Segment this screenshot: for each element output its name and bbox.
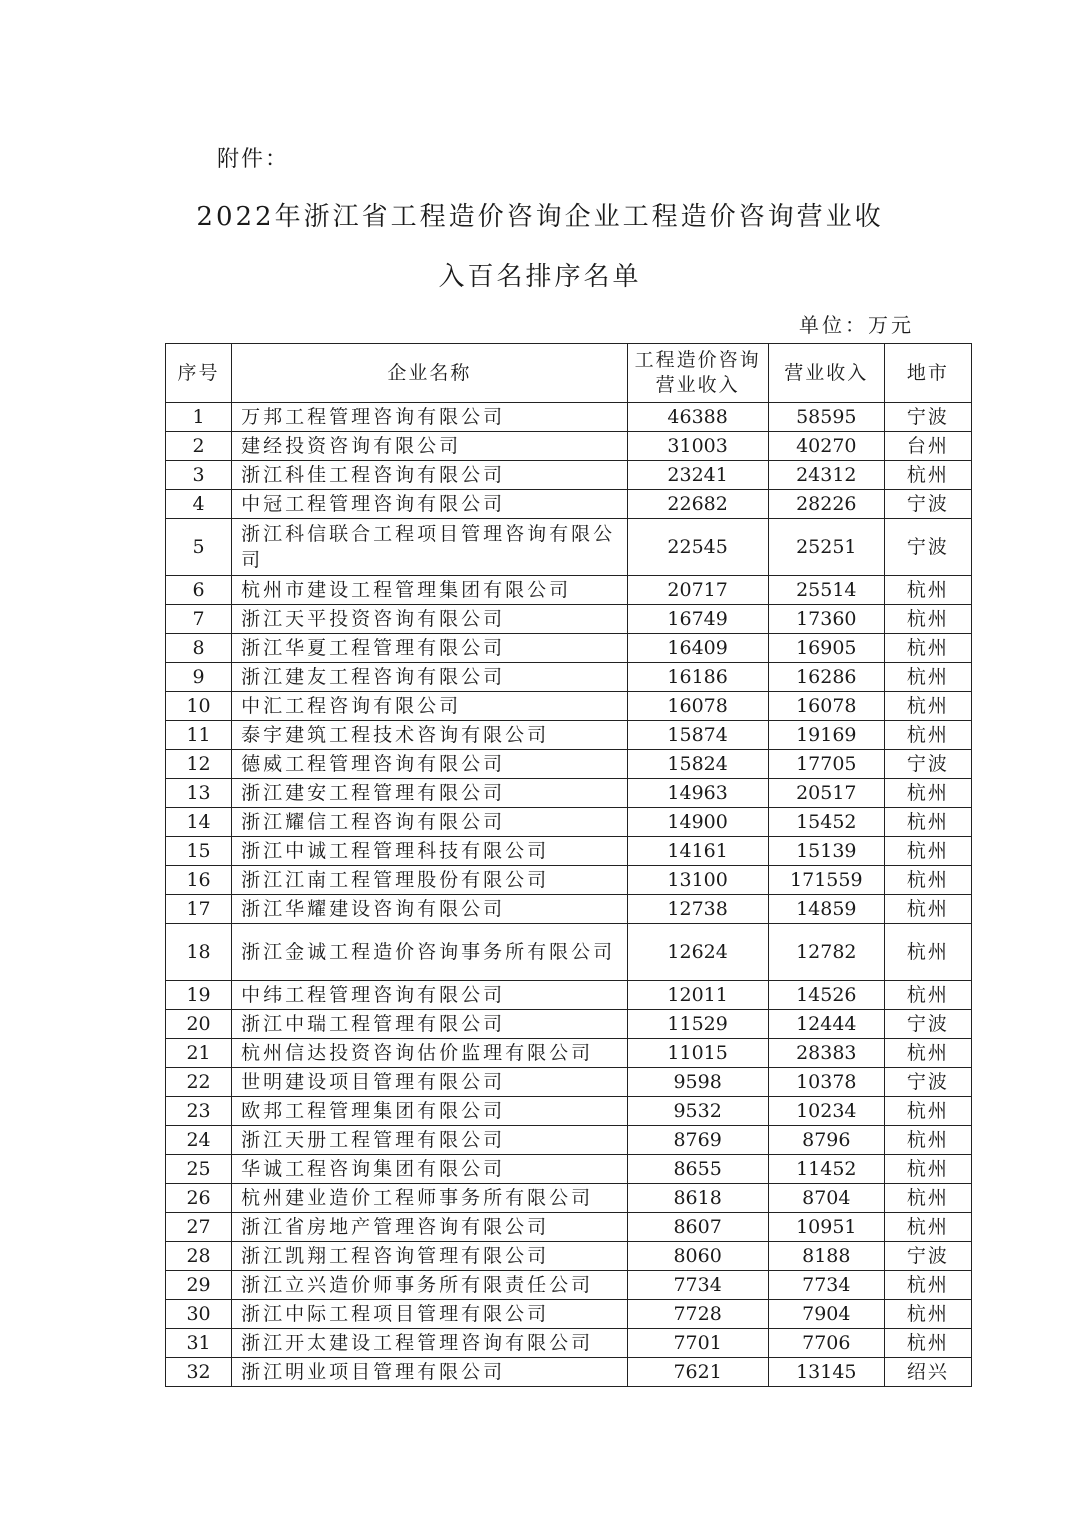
rank-cell: 17 [166, 895, 232, 924]
company-name-cell: 德威工程管理咨询有限公司 [232, 750, 627, 779]
table-body [166, 403, 972, 1387]
city-cell: 杭州 [884, 461, 971, 490]
rank-cell: 21 [166, 1039, 232, 1068]
consult-revenue-cell: 11015 [627, 1039, 768, 1068]
table-row [166, 1358, 972, 1387]
city-cell: 杭州 [884, 808, 971, 837]
rank-cell: 20 [166, 1010, 232, 1039]
consult-revenue-cell: 9532 [627, 1097, 768, 1126]
revenue-cell: 15452 [768, 808, 884, 837]
consult-revenue-cell: 23241 [627, 461, 768, 490]
consult-revenue-cell: 22682 [627, 490, 768, 519]
city-cell: 杭州 [884, 981, 971, 1010]
header-revenue: 营业收入 [768, 344, 884, 403]
company-name-cell: 浙江江南工程管理股份有限公司 [232, 866, 627, 895]
city-cell: 杭州 [884, 692, 971, 721]
rank-cell: 1 [166, 403, 232, 432]
revenue-cell: 8796 [768, 1126, 884, 1155]
city-cell: 杭州 [884, 1126, 971, 1155]
company-name-cell: 华诚工程咨询集团有限公司 [232, 1155, 627, 1184]
rank-cell: 10 [166, 692, 232, 721]
rank-cell: 24 [166, 1126, 232, 1155]
table-row [166, 981, 972, 1010]
company-name-cell: 万邦工程管理咨询有限公司 [232, 403, 627, 432]
rank-cell: 11 [166, 721, 232, 750]
company-name-cell: 中汇工程咨询有限公司 [232, 692, 627, 721]
company-name-cell: 中冠工程管理咨询有限公司 [232, 490, 627, 519]
company-name-cell: 浙江立兴造价师事务所有限责任公司 [232, 1271, 627, 1300]
table-row [166, 779, 972, 808]
company-name-cell: 杭州建业造价工程师事务所有限公司 [232, 1184, 627, 1213]
rank-cell: 3 [166, 461, 232, 490]
company-name-cell: 浙江科佳工程咨询有限公司 [232, 461, 627, 490]
revenue-cell: 40270 [768, 432, 884, 461]
consult-revenue-cell: 12624 [627, 924, 768, 981]
company-name-cell: 建经投资咨询有限公司 [232, 432, 627, 461]
revenue-cell: 7734 [768, 1271, 884, 1300]
rank-cell: 26 [166, 1184, 232, 1213]
city-cell: 杭州 [884, 605, 971, 634]
city-cell: 宁波 [884, 1068, 971, 1097]
city-cell: 杭州 [884, 721, 971, 750]
rank-cell: 9 [166, 663, 232, 692]
table-row [166, 1213, 972, 1242]
company-name-cell: 浙江天册工程管理有限公司 [232, 1126, 627, 1155]
consult-revenue-cell: 9598 [627, 1068, 768, 1097]
consult-revenue-cell: 16078 [627, 692, 768, 721]
revenue-cell: 58595 [768, 403, 884, 432]
ranking-table [165, 343, 972, 1387]
table-row [166, 1271, 972, 1300]
rank-cell: 29 [166, 1271, 232, 1300]
table-row [166, 1300, 972, 1329]
table-row [166, 808, 972, 837]
company-name-cell: 浙江明业项目管理有限公司 [232, 1358, 627, 1387]
city-cell: 杭州 [884, 866, 971, 895]
revenue-cell: 19169 [768, 721, 884, 750]
rank-cell: 7 [166, 605, 232, 634]
company-name-cell: 浙江省房地产管理咨询有限公司 [232, 1213, 627, 1242]
revenue-cell: 7706 [768, 1329, 884, 1358]
table-row [166, 1329, 972, 1358]
consult-revenue-cell: 7728 [627, 1300, 768, 1329]
consult-revenue-cell: 22545 [627, 519, 768, 576]
company-name-cell: 浙江耀信工程咨询有限公司 [232, 808, 627, 837]
table-row [166, 461, 972, 490]
revenue-cell: 12782 [768, 924, 884, 981]
table-row [166, 721, 972, 750]
rank-cell: 2 [166, 432, 232, 461]
city-cell: 杭州 [884, 1271, 971, 1300]
consult-revenue-cell: 8607 [627, 1213, 768, 1242]
city-cell: 杭州 [884, 576, 971, 605]
revenue-cell: 14859 [768, 895, 884, 924]
company-name-cell: 浙江天平投资咨询有限公司 [232, 605, 627, 634]
revenue-cell: 24312 [768, 461, 884, 490]
company-name-cell: 世明建设项目管理有限公司 [232, 1068, 627, 1097]
rank-cell: 22 [166, 1068, 232, 1097]
city-cell: 宁波 [884, 1242, 971, 1271]
consult-revenue-cell: 13100 [627, 866, 768, 895]
table-row [166, 692, 972, 721]
header-consult-revenue: 工程造价咨询营业收入 [627, 344, 768, 403]
company-name-cell: 杭州市建设工程管理集团有限公司 [232, 576, 627, 605]
rank-cell: 5 [166, 519, 232, 576]
revenue-cell: 17705 [768, 750, 884, 779]
revenue-cell: 10951 [768, 1213, 884, 1242]
rank-cell: 30 [166, 1300, 232, 1329]
city-cell: 宁波 [884, 750, 971, 779]
revenue-cell: 13145 [768, 1358, 884, 1387]
company-name-cell: 浙江科信联合工程项目管理咨询有限公司 [232, 519, 627, 576]
company-name-cell: 浙江建友工程咨询有限公司 [232, 663, 627, 692]
city-cell: 杭州 [884, 779, 971, 808]
city-cell: 杭州 [884, 1300, 971, 1329]
revenue-cell: 16905 [768, 634, 884, 663]
city-cell: 杭州 [884, 1213, 971, 1242]
header-city: 地市 [884, 344, 971, 403]
city-cell: 杭州 [884, 895, 971, 924]
city-cell: 杭州 [884, 1184, 971, 1213]
consult-revenue-cell: 12011 [627, 981, 768, 1010]
city-cell: 杭州 [884, 837, 971, 866]
city-cell: 台州 [884, 432, 971, 461]
rank-cell: 19 [166, 981, 232, 1010]
consult-revenue-cell: 7734 [627, 1271, 768, 1300]
city-cell: 杭州 [884, 1329, 971, 1358]
revenue-cell: 10378 [768, 1068, 884, 1097]
rank-cell: 16 [166, 866, 232, 895]
city-cell: 杭州 [884, 924, 971, 981]
company-name-cell: 浙江中瑞工程管理有限公司 [232, 1010, 627, 1039]
city-cell: 杭州 [884, 663, 971, 692]
revenue-cell: 16286 [768, 663, 884, 692]
consult-revenue-cell: 11529 [627, 1010, 768, 1039]
rank-cell: 32 [166, 1358, 232, 1387]
table-row [166, 1242, 972, 1271]
consult-revenue-cell: 20717 [627, 576, 768, 605]
consult-revenue-cell: 31003 [627, 432, 768, 461]
consult-revenue-cell: 14963 [627, 779, 768, 808]
revenue-cell: 11452 [768, 1155, 884, 1184]
rank-cell: 13 [166, 779, 232, 808]
city-cell: 宁波 [884, 1010, 971, 1039]
table-row [166, 866, 972, 895]
city-cell: 宁波 [884, 519, 971, 576]
city-cell: 宁波 [884, 490, 971, 519]
table-row [166, 924, 972, 981]
table-row [166, 1068, 972, 1097]
revenue-cell: 25251 [768, 519, 884, 576]
consult-revenue-cell: 15874 [627, 721, 768, 750]
revenue-cell: 14526 [768, 981, 884, 1010]
table-row [166, 403, 972, 432]
consult-revenue-cell: 8655 [627, 1155, 768, 1184]
revenue-cell: 8704 [768, 1184, 884, 1213]
attachment-label: 附件： [217, 147, 290, 172]
city-cell: 宁波 [884, 403, 971, 432]
revenue-cell: 28226 [768, 490, 884, 519]
table-row [166, 663, 972, 692]
consult-revenue-cell: 14161 [627, 837, 768, 866]
company-name-cell: 浙江开太建设工程管理咨询有限公司 [232, 1329, 627, 1358]
company-name-cell: 欧邦工程管理集团有限公司 [232, 1097, 627, 1126]
consult-revenue-cell: 8618 [627, 1184, 768, 1213]
rank-cell: 15 [166, 837, 232, 866]
revenue-cell: 20517 [768, 779, 884, 808]
header-company-name: 企业名称 [232, 344, 627, 403]
consult-revenue-cell: 15824 [627, 750, 768, 779]
table-row [166, 634, 972, 663]
revenue-cell: 16078 [768, 692, 884, 721]
rank-cell: 27 [166, 1213, 232, 1242]
table-row [166, 750, 972, 779]
company-name-cell: 浙江金诚工程造价咨询事务所有限公司 [232, 924, 627, 981]
revenue-cell: 171559 [768, 866, 884, 895]
company-name-cell: 浙江中际工程项目管理有限公司 [232, 1300, 627, 1329]
rank-cell: 28 [166, 1242, 232, 1271]
document-title-line-1: 2022年浙江省工程造价咨询企业工程造价咨询营业收 [196, 202, 884, 232]
consult-revenue-cell: 7701 [627, 1329, 768, 1358]
consult-revenue-cell: 7621 [627, 1358, 768, 1387]
consult-revenue-cell: 46388 [627, 403, 768, 432]
table-row [166, 1039, 972, 1068]
table-row [166, 895, 972, 924]
table-row [166, 490, 972, 519]
consult-revenue-cell: 8769 [627, 1126, 768, 1155]
consult-revenue-cell: 8060 [627, 1242, 768, 1271]
rank-cell: 4 [166, 490, 232, 519]
revenue-cell: 10234 [768, 1097, 884, 1126]
city-cell: 杭州 [884, 1097, 971, 1126]
rank-cell: 8 [166, 634, 232, 663]
consult-revenue-cell: 14900 [627, 808, 768, 837]
company-name-cell: 浙江华夏工程管理有限公司 [232, 634, 627, 663]
rank-cell: 25 [166, 1155, 232, 1184]
table-header-row [166, 344, 972, 403]
city-cell: 绍兴 [884, 1358, 971, 1387]
consult-revenue-cell: 16749 [627, 605, 768, 634]
rank-cell: 14 [166, 808, 232, 837]
table-row [166, 837, 972, 866]
consult-revenue-cell: 12738 [627, 895, 768, 924]
table-row [166, 519, 972, 576]
unit-note: 单位：万元 [799, 313, 914, 337]
table-row [166, 576, 972, 605]
company-name-cell: 浙江中诚工程管理科技有限公司 [232, 837, 627, 866]
revenue-cell: 17360 [768, 605, 884, 634]
rank-cell: 23 [166, 1097, 232, 1126]
revenue-cell: 7904 [768, 1300, 884, 1329]
revenue-cell: 25514 [768, 576, 884, 605]
city-cell: 杭州 [884, 634, 971, 663]
city-cell: 杭州 [884, 1155, 971, 1184]
rank-cell: 31 [166, 1329, 232, 1358]
company-name-cell: 浙江华耀建设咨询有限公司 [232, 895, 627, 924]
document-title-line-2: 入百名排序名单 [438, 262, 642, 292]
revenue-cell: 12444 [768, 1010, 884, 1039]
company-name-cell: 泰宇建筑工程技术咨询有限公司 [232, 721, 627, 750]
table-row [166, 432, 972, 461]
table-row [166, 605, 972, 634]
rank-cell: 6 [166, 576, 232, 605]
table-row [166, 1097, 972, 1126]
table-row [166, 1155, 972, 1184]
company-name-cell: 浙江建安工程管理有限公司 [232, 779, 627, 808]
company-name-cell: 中纬工程管理咨询有限公司 [232, 981, 627, 1010]
revenue-cell: 28383 [768, 1039, 884, 1068]
city-cell: 杭州 [884, 1039, 971, 1068]
consult-revenue-cell: 16186 [627, 663, 768, 692]
company-name-cell: 杭州信达投资咨询估价监理有限公司 [232, 1039, 627, 1068]
header-rank: 序号 [166, 344, 232, 403]
rank-cell: 12 [166, 750, 232, 779]
revenue-cell: 15139 [768, 837, 884, 866]
consult-revenue-cell: 16409 [627, 634, 768, 663]
table-row [166, 1184, 972, 1213]
rank-cell: 18 [166, 924, 232, 981]
company-name-cell: 浙江凯翔工程咨询管理有限公司 [232, 1242, 627, 1271]
revenue-cell: 8188 [768, 1242, 884, 1271]
table-row [166, 1126, 972, 1155]
table-row [166, 1010, 972, 1039]
